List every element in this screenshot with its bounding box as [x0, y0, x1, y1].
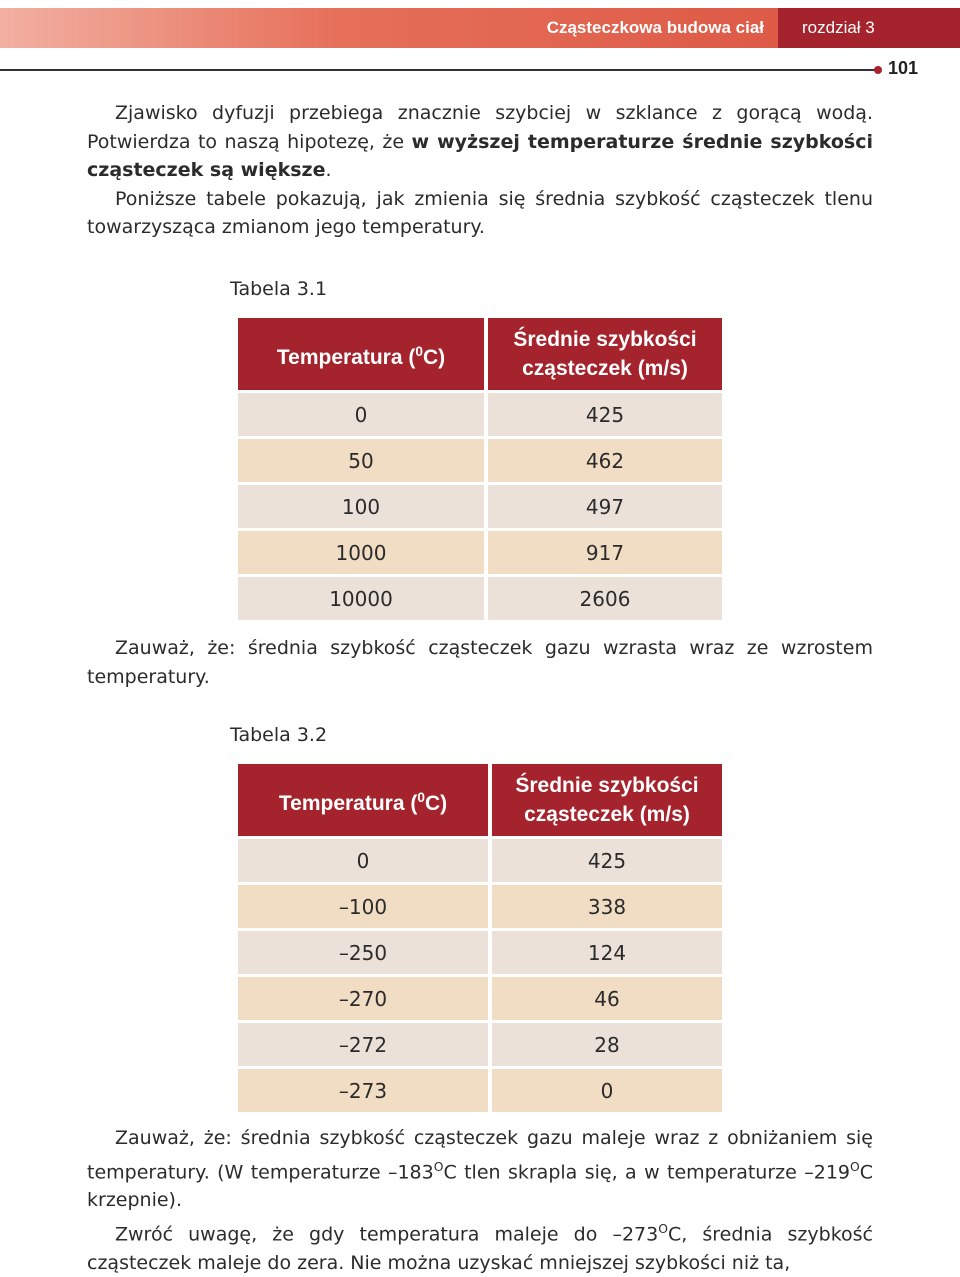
section-title: Cząsteczkowa budowa ciał: [546, 18, 764, 37]
table2: [238, 764, 722, 1115]
hypothesis-bold: w wyższej temperaturze średnie szybkości cząsteczek są większe: [87, 130, 874, 181]
temp-cell: 50: [238, 439, 484, 485]
chapter-label: rozdział 3: [778, 8, 960, 48]
temp-cell: 100: [238, 485, 484, 531]
page-number: 101: [888, 58, 919, 78]
table1: [238, 318, 722, 623]
temp-cell: –273: [238, 1069, 488, 1115]
speed-cell: 462: [484, 439, 722, 485]
table-row: [238, 885, 722, 931]
temp-cell: –270: [238, 977, 488, 1023]
intro-text: [87, 99, 873, 242]
temp-cell: –100: [238, 885, 488, 931]
speed-cell: 124: [488, 931, 722, 977]
temp-cell: 0: [238, 393, 484, 439]
table-row: [238, 439, 722, 485]
temp-cell: 0: [238, 839, 488, 885]
intro-paragraph-1: Zjawisko dyfuzji przebiega znacznie szybciej w szklance z gorącą wodą. Potwierdza to naszą hipotezę, że w wyższej temperaturze średnie szybkości cząsteczek są większe.: [87, 102, 874, 181]
speed-cell: 338: [488, 885, 722, 931]
table1-caption: Tabela 3.1: [230, 278, 328, 300]
table2-caption: Tabela 3.2: [230, 724, 328, 746]
table1-header-speed: Średnie szybkości cząsteczek (m/s): [484, 318, 722, 393]
table-row: [238, 393, 722, 439]
table-row: [238, 1023, 722, 1069]
speed-cell: 2606: [484, 577, 722, 623]
table-row: [238, 931, 722, 977]
closing-text: [87, 1124, 873, 1277]
note-absolute-zero: Zwróć uwagę, że gdy temperatura maleje do $-273^OC$, średnia szybkość cząsteczek maleje do zera. Nie można uzyskać mniejszej szybkości niż ta,: [87, 1221, 873, 1274]
temp-cell: 10000: [238, 577, 484, 623]
table2-header-speed: Średnie szybkości cząsteczek (m/s): [488, 764, 722, 839]
speed-cell: 425: [488, 839, 722, 885]
temp-cell: –272: [238, 1023, 488, 1069]
table2-header-row: [238, 764, 722, 839]
speed-cell: 497: [484, 485, 722, 531]
note-increase: Zauważ, że: średnia szybkość cząsteczek gazu wzrasta wraz ze wzrostem temperatury.: [87, 637, 873, 688]
speed-cell: 28: [488, 1023, 722, 1069]
table1-header-row: [238, 318, 722, 393]
table1-header-temperature: Temperatura ($^0$C): [238, 318, 484, 393]
header-divider: [0, 69, 878, 71]
speed-cell: 425: [484, 393, 722, 439]
speed-cell: 0: [488, 1069, 722, 1115]
table-row: [238, 1069, 722, 1115]
table-row: [238, 485, 722, 531]
chapter-header-bar: [0, 8, 960, 48]
temp-cell: 1000: [238, 531, 484, 577]
speed-cell: 917: [484, 531, 722, 577]
speed-cell: 46: [488, 977, 722, 1023]
table-row: [238, 839, 722, 885]
bullet-dot-icon: [874, 66, 882, 74]
note-decrease: Zauważ, że: średnia szybkość cząsteczek gazu maleje wraz z obniżaniem się temperatury. (W temperaturze $-183^OC$ tlen skrapla się, a w temperaturze $-219^OC$ krzepnie).: [87, 1127, 873, 1212]
table2-header-temperature: Temperatura ($^0$C): [238, 764, 488, 839]
table-row: [238, 977, 722, 1023]
temp-cell: –250: [238, 931, 488, 977]
table-row: [238, 531, 722, 577]
intro-paragraph-2: Poniższe tabele pokazują, jak zmienia się średnia szybkość cząsteczek tlenu towarzysząca zmianom jego temperatury.: [87, 187, 873, 238]
table-row: [238, 577, 722, 623]
